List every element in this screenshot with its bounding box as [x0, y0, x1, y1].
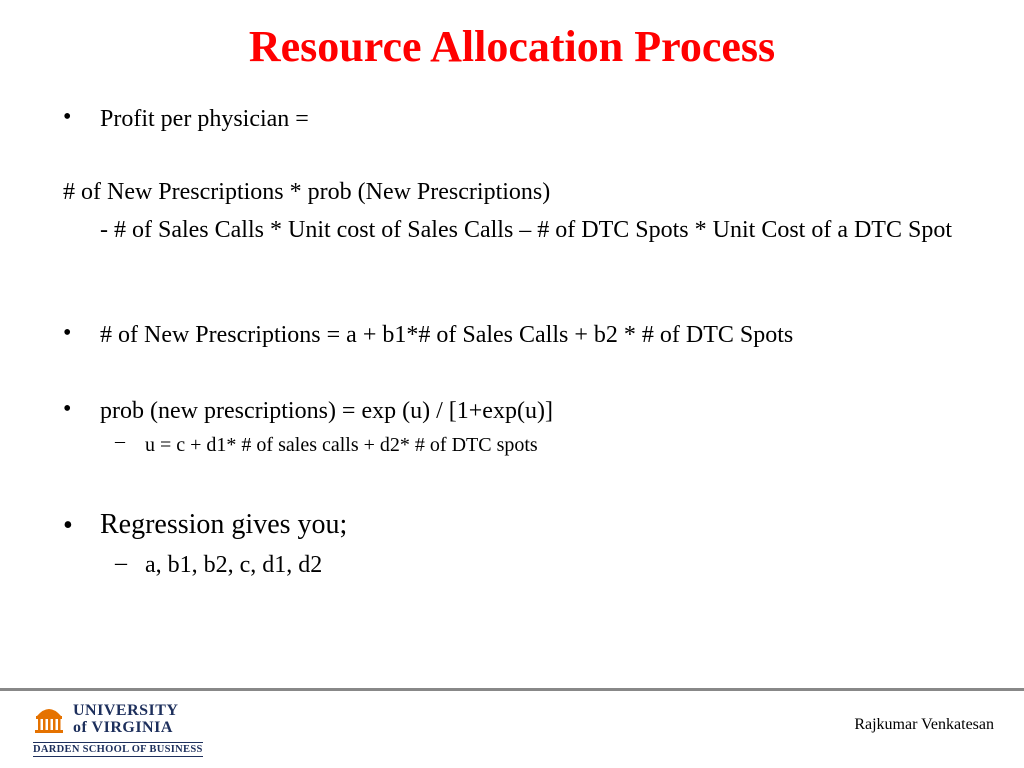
bullet-regression: Regression gives you;: [100, 509, 348, 540]
logo-virginia-text: of VIRGINIA: [73, 719, 173, 736]
subbullet-u-equation: u = c + d1* # of sales calls + d2* # of DTC spots: [145, 434, 538, 456]
bullet-marker: •: [63, 510, 73, 541]
dash-marker: –: [115, 430, 125, 452]
subbullet-coefficients: a, b1, b2, c, d1, d2: [145, 552, 323, 578]
bullet-prob-equation: prob (new prescriptions) = exp (u) / [1+exp(u)]: [100, 398, 553, 424]
university-logo: [33, 700, 203, 760]
formula-prescriptions-line: # of New Prescriptions * prob (New Prescriptions): [63, 179, 551, 205]
footer-divider: [0, 688, 1024, 691]
author-name: Rajkumar Venkatesan: [854, 716, 994, 733]
rotunda-icon: [33, 704, 65, 734]
dash-marker: –: [115, 550, 127, 576]
slide-title: Resource Allocation Process: [248, 22, 776, 71]
bullet-marker: •: [63, 104, 72, 130]
formula-cost-line: - # of Sales Calls * Unit cost of Sales Calls – # of DTC Spots * Unit Cost of a DTC Spot: [100, 217, 952, 243]
bullet-profit-per-physician: Profit per physician =: [100, 106, 309, 132]
bullet-marker: •: [63, 396, 72, 422]
logo-university-text: UNIVERSITY: [73, 702, 179, 719]
bullet-new-prescriptions-equation: # of New Prescriptions = a + b1*# of Sales Calls + b2 * # of DTC Spots: [100, 322, 794, 348]
logo-darden-text: DARDEN SCHOOL OF BUSINESS: [33, 744, 203, 755]
bullet-marker: •: [63, 320, 72, 346]
